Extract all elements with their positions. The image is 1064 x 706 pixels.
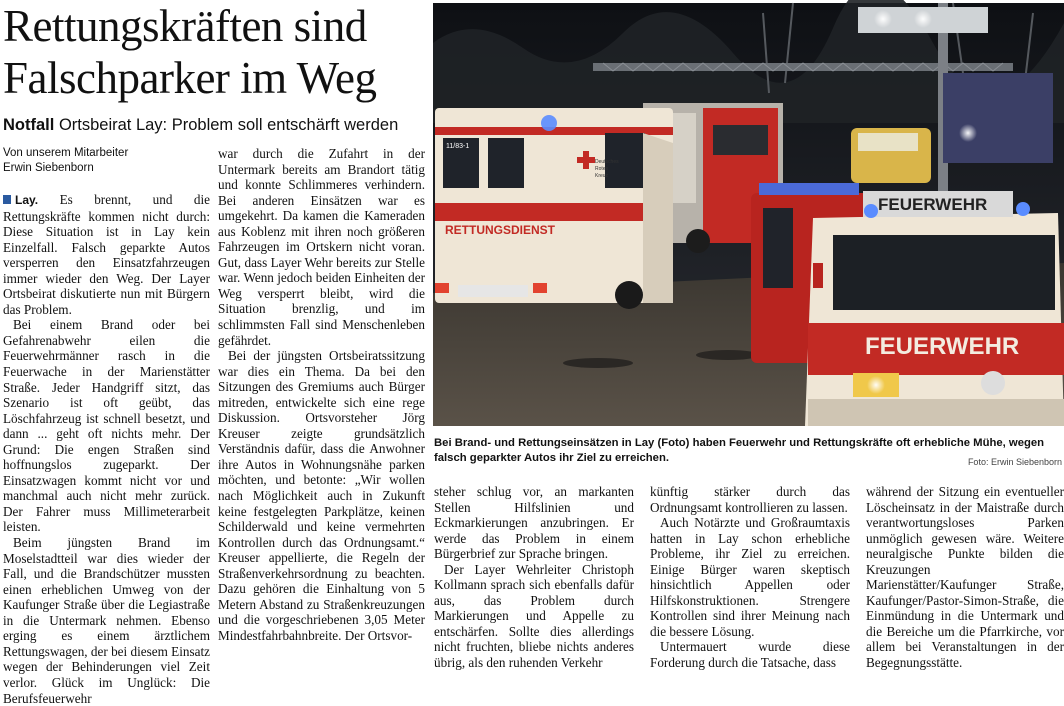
headline	[3, 0, 428, 104]
article-paragraph: Bei der jüngsten Ortsbeiratssitzung war dies ein Thema. Da bei den Sitzungen des Gremiums auch Bürger mitreden, entwickelte sich eine rege Diskussion. Ortsvorsteher Jörg Kreuser zeigte grundsätzlich Verständnis dafür, dass die Anwohner ihre Autos in Wohnungsnähe parken möchten, und betonte: „Wir wollen nach Möglichkeit auch in Zukunft keine festgelegten Parkplätze, keinen Schilderwald und keine vermehrten Kontrollen durch das Ordnungsamt.“ Kreuser appellierte, die Regeln der Straßenverkehrsordnung zu beachten. Dazu gehören die Einhaltung von 5 Metern Abstand zu Straßenkreuzungen und die vorgeschriebenen 3,05 Meter Mindestfahrbahnbreite. Der Ortsvor-	[218, 348, 425, 643]
byline-role: Von unserem Mitarbeiter	[3, 147, 129, 159]
fire-truck-photo-illustration	[433, 3, 1064, 426]
subheadline-kicker: Notfall	[3, 116, 55, 134]
headline-line-2: Falschparker im Weg	[3, 53, 377, 103]
article-paragraph: steher schlug vor, an markanten Stellen Hilfslinien und Eckmarkierungen anzubringen. Er werde das Problem in einem Bürgerbrief zur Sprache bringen.	[434, 484, 634, 562]
article-paragraph: während der Sitzung ein eventueller Löscheinsatz in der Maistraße durch verantwortungsloses Parken unmöglich gewesen wäre. Weitere neuralgische Punkte bilden die Kreuzungen Marienstätter/Kaufunger Straße, Kaufunger/Pastor-Simon-Straße, die Einmündung in die Untermark und die Bereiche um die Pfarrkirche, vor allem bei Veranstaltungen in der Begegnungsstätte.	[866, 484, 1064, 671]
drk-label-line-2: Rotes	[595, 166, 609, 172]
article-paragraph	[3, 192, 210, 317]
drk-label-line-3: Kreuz	[595, 173, 609, 179]
article-paragraph: Beim jüngsten Brand im Moselstadtteil war dies wieder der Fall, und die Brandschützer mussten einen erheblichen Umweg von der Kaufunger Straße über die Legiastraße in die Untermark nehmen. Ebenso erging es einem ärztlichem Rettungswagen, der bei diesem Einsatz wegen der Behinderungen viel Zeit verlor. Glück im Unglück: Die Berufsfeuerwehr	[3, 535, 210, 706]
article-paragraph: Auch Notärzte und Großraumtaxis hatten in Lay schon erhebliche Probleme, ihr Ziel zu erreichen. Einige Bürger waren skeptisch hinsichtlich Appellen oder Hilfskonstruktionen. Strengere Kontrollen sind ihrer Meinung nach die bessere Lösung.	[650, 515, 850, 639]
article-column-2	[218, 146, 425, 670]
headline-line-1: Rettungskräften sind	[3, 1, 367, 51]
drk-label-line-1: Deutsches	[595, 159, 619, 165]
subheadline	[3, 114, 431, 136]
article-column-5	[866, 484, 1064, 670]
dateline-location: Lay.	[15, 193, 39, 207]
article-paragraph: Bei einem Brand oder bei Gefahrenabwehr eilen die Feuerwehrmänner rasch in die Feuerwache in der Marienstätter Straße. Jeder Handgriff sitzt, das Szenario ist oft geübt, das Löschfahrzeug ist schnell besetzt, und dann ... geht oft nichts mehr. Der Grund: Die engen Straßen sind hoffnungslos zugeparkt. Der Einsatzwagen kommt nicht vor und manchmal auch nicht mehr zurück. Der Fahrer muss Millimeterarbeit leisten.	[3, 317, 210, 535]
front-sign-feuerwehr: FEUERWEHR	[865, 333, 1020, 360]
ambulance-vehicle-id: 11/83-1	[446, 143, 470, 150]
article-paragraph: Der Layer Wehrleiter Christoph Kollmann sprach sich ebenfalls dafür aus, das Problem durch Markierungen und Appelle zu entschärfen. Sollte dies allerdings nicht fruchten, bliebe nichts anderes übrig, als den ruhenden Verkehr	[434, 561, 634, 671]
article-paragraph: künftig stärker durch das Ordnungsamt kontrollieren zu lassen.	[650, 484, 850, 515]
byline-author: Erwin Siebenborn	[3, 162, 94, 174]
location-marker-icon	[3, 195, 11, 204]
paragraph-text: Es brennt, und die Rettungskräfte kommen nicht durch: Diese Situation ist in Lay kein Einzelfall. Falsch geparkte Autos versperren den Einsatzfahrzeugen immer wieder den Weg. Der Layer Ortsbeirat diskutierte nun mit Bürgern das Problem.	[3, 192, 210, 317]
ambulance-sign: RETTUNGSDIENST	[445, 223, 556, 237]
article-paragraph: Untermauert wurde diese Forderung durch die Tatsache, dass	[650, 639, 850, 671]
article-column-3	[434, 484, 634, 670]
byline	[3, 146, 213, 176]
photo-credit: Foto: Erwin Siebenborn	[967, 457, 1062, 467]
article-paragraph: war durch die Zufahrt in der Untermark bereits am Brandort tätig und konnte Schlimmeres verhindern. Bei anderen Einsätzen war es umgekehrt. Da kamen die Kameraden aus Koblenz mit ihren noch größeren Fahrzeugen im Ortskern nicht voran. Gut, dass Layer Wehr bereits zur Stelle war. Wenn jedoch beiden Einheiten der Weg versperrt bleibt, wird die Situation brenzlig, und im schlimmsten Fall sind Menschenleben gefährdet.	[218, 146, 425, 348]
photo-caption: Bei Brand- und Rettungseinsätzen in Lay (Foto) haben Feuerwehr und Rettungskräfte oft erhebliche Mühe, wegen falsch geparkter Autos ihr Ziel zu erreichen.	[434, 437, 1045, 464]
article-column-1	[3, 192, 210, 706]
subheadline-text: Ortsbeirat Lay: Problem soll entschärft werden	[58, 116, 399, 134]
roof-sign-feuerwehr: FEUERWEHR	[878, 195, 988, 214]
article-column-4	[650, 484, 850, 670]
news-photo	[433, 3, 1064, 426]
